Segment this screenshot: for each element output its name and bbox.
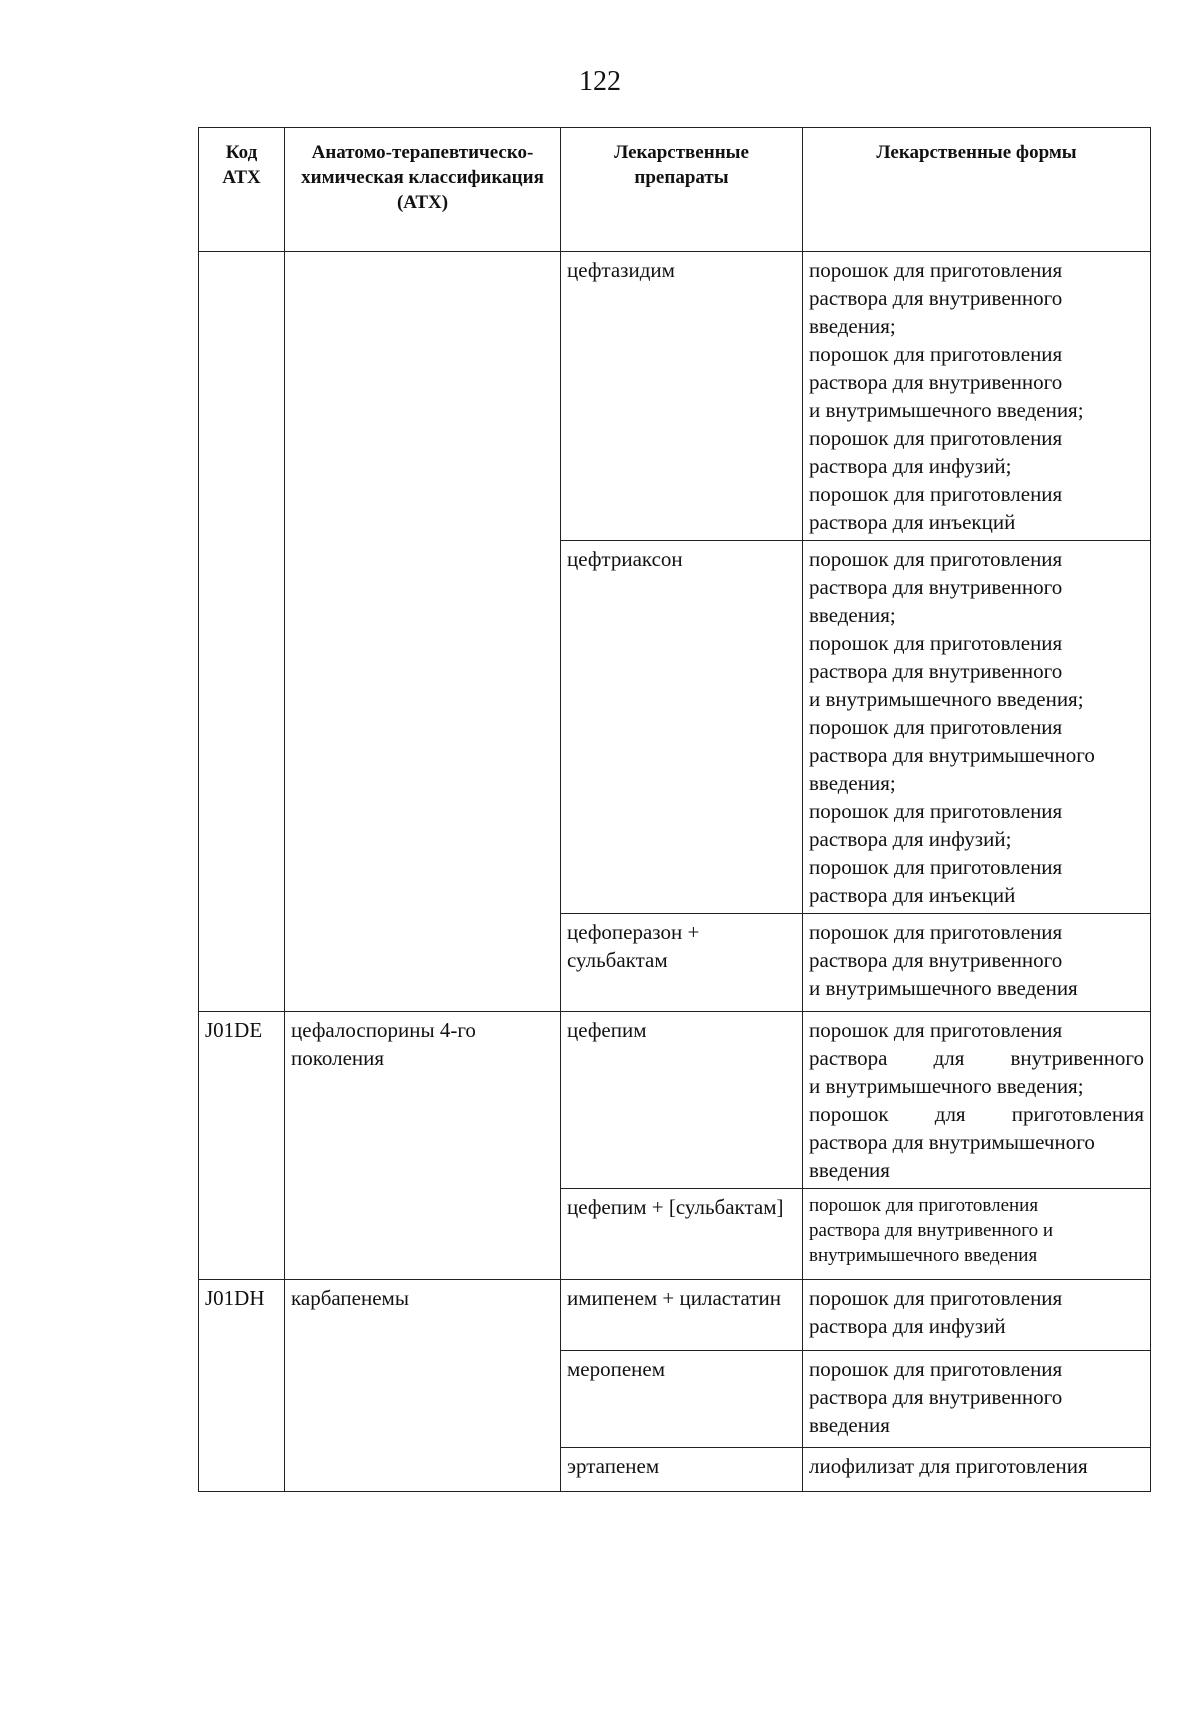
table-row bbox=[199, 252, 1151, 541]
dosage-forms-cell bbox=[803, 1280, 1151, 1351]
dosage-form-line: раствора для внутривенного bbox=[809, 286, 1063, 310]
dosage-form-line: порошок для приготовления bbox=[809, 482, 1063, 506]
dosage-form-line: раствора для внутривенного bbox=[809, 659, 1063, 683]
table-row bbox=[199, 1280, 1151, 1351]
dosage-form-line: раствора для внутривенного bbox=[809, 948, 1063, 972]
dosage-form-line: раствора для внутривенного bbox=[809, 575, 1063, 599]
dosage-form-line: порошок для приготовления bbox=[809, 920, 1063, 944]
dosage-form-line: раствора для инъекций bbox=[809, 883, 1016, 907]
table-row bbox=[199, 1012, 1151, 1189]
dosage-forms-cell bbox=[803, 1189, 1151, 1280]
dosage-form-line: и внутримышечного введения bbox=[809, 976, 1078, 1000]
dosage-form-line: и внутримышечного введения; bbox=[809, 398, 1084, 422]
dosage-form-line: раствора для внутримышечного bbox=[809, 743, 1095, 767]
dosage-form-line: порошок для приготовления bbox=[809, 342, 1063, 366]
dosage-form-line: порошок для приготовления bbox=[809, 1357, 1063, 1381]
header-classification: Анатомо-терапевтическо-химическая классификация (АТХ) bbox=[285, 128, 561, 252]
page-number: 122 bbox=[579, 66, 621, 97]
atx-classification-cell bbox=[285, 252, 561, 1012]
dosage-form-line: лиофилизат для приготовления bbox=[809, 1454, 1088, 1478]
drug-name-cell: цефтазидим bbox=[561, 252, 803, 541]
dosage-form-line: порошок для приготовления bbox=[809, 1102, 1144, 1126]
atx-table bbox=[198, 127, 1151, 1492]
dosage-form-line: порошок для приготовления bbox=[809, 631, 1063, 655]
dosage-form-line: и внутримышечного введения; bbox=[809, 687, 1084, 711]
atx-code-cell: J01DH bbox=[199, 1280, 285, 1492]
drug-name-cell: цефепим bbox=[561, 1012, 803, 1189]
dosage-forms-cell bbox=[803, 252, 1151, 541]
dosage-form-line: раствора для инфузий; bbox=[809, 827, 1012, 851]
dosage-form-line: порошок для приготовления bbox=[809, 1195, 1039, 1216]
dosage-form-line: раствора для инфузий; bbox=[809, 454, 1012, 478]
dosage-form-line: раствора для внутривенного и bbox=[809, 1220, 1054, 1241]
dosage-form-line: раствора для внутримышечного bbox=[809, 1130, 1095, 1154]
dosage-form-line: раствора для инфузий bbox=[809, 1314, 1006, 1338]
drug-name-cell: эртапенем bbox=[561, 1448, 803, 1492]
dosage-form-line: порошок для приготовления bbox=[809, 1286, 1063, 1310]
dosage-form-line: раствора для инъекций bbox=[809, 510, 1016, 534]
header-code: Код АТХ bbox=[199, 128, 285, 252]
dosage-form-line: порошок для приготовления bbox=[809, 1018, 1063, 1042]
atx-code-cell bbox=[199, 252, 285, 1012]
dosage-form-line: порошок для приготовления bbox=[809, 715, 1063, 739]
dosage-form-line: раствора для внутривенного bbox=[809, 370, 1063, 394]
drug-name-cell: цефоперазон + сульбактам bbox=[561, 914, 803, 1012]
dosage-forms-cell bbox=[803, 1448, 1151, 1492]
dosage-form-line: порошок для приготовления bbox=[809, 547, 1063, 571]
dosage-form-line: раствора для внутривенного bbox=[809, 1385, 1063, 1409]
atx-classification-cell: цефалоспорины 4-го поколения bbox=[285, 1012, 561, 1280]
dosage-form-line: порошок для приготовления bbox=[809, 258, 1063, 282]
dosage-forms-cell bbox=[803, 1012, 1151, 1189]
header-drugs: Лекарственные препараты bbox=[561, 128, 803, 252]
dosage-form-line: порошок для приготовления bbox=[809, 426, 1063, 450]
drug-name-cell: имипенем + циластатин bbox=[561, 1280, 803, 1351]
table-header-row bbox=[199, 128, 1151, 252]
dosage-form-line: внутримышечного введения bbox=[809, 1245, 1038, 1266]
dosage-form-line: раствора для внутривенного bbox=[809, 1046, 1144, 1070]
dosage-forms-cell bbox=[803, 914, 1151, 1012]
dosage-form-line: введения bbox=[809, 1413, 890, 1437]
drug-name-cell: цефтриаксон bbox=[561, 541, 803, 914]
dosage-form-line: порошок для приготовления bbox=[809, 855, 1063, 879]
atx-code-cell: J01DE bbox=[199, 1012, 285, 1280]
dosage-forms-cell bbox=[803, 1351, 1151, 1448]
atx-classification-cell: карбапенемы bbox=[285, 1280, 561, 1492]
header-forms: Лекарственные формы bbox=[803, 128, 1151, 252]
dosage-form-line: порошок для приготовления bbox=[809, 799, 1063, 823]
drug-name-cell: меропенем bbox=[561, 1351, 803, 1448]
dosage-form-line: введения bbox=[809, 1158, 890, 1182]
dosage-forms-cell bbox=[803, 541, 1151, 914]
table-body bbox=[199, 252, 1151, 1492]
dosage-form-line: введения; bbox=[809, 771, 896, 795]
dosage-form-line: введения; bbox=[809, 314, 896, 338]
drug-name-cell: цефепим + [сульбактам] bbox=[561, 1189, 803, 1280]
dosage-form-line: введения; bbox=[809, 603, 896, 627]
dosage-form-line: и внутримышечного введения; bbox=[809, 1074, 1084, 1098]
